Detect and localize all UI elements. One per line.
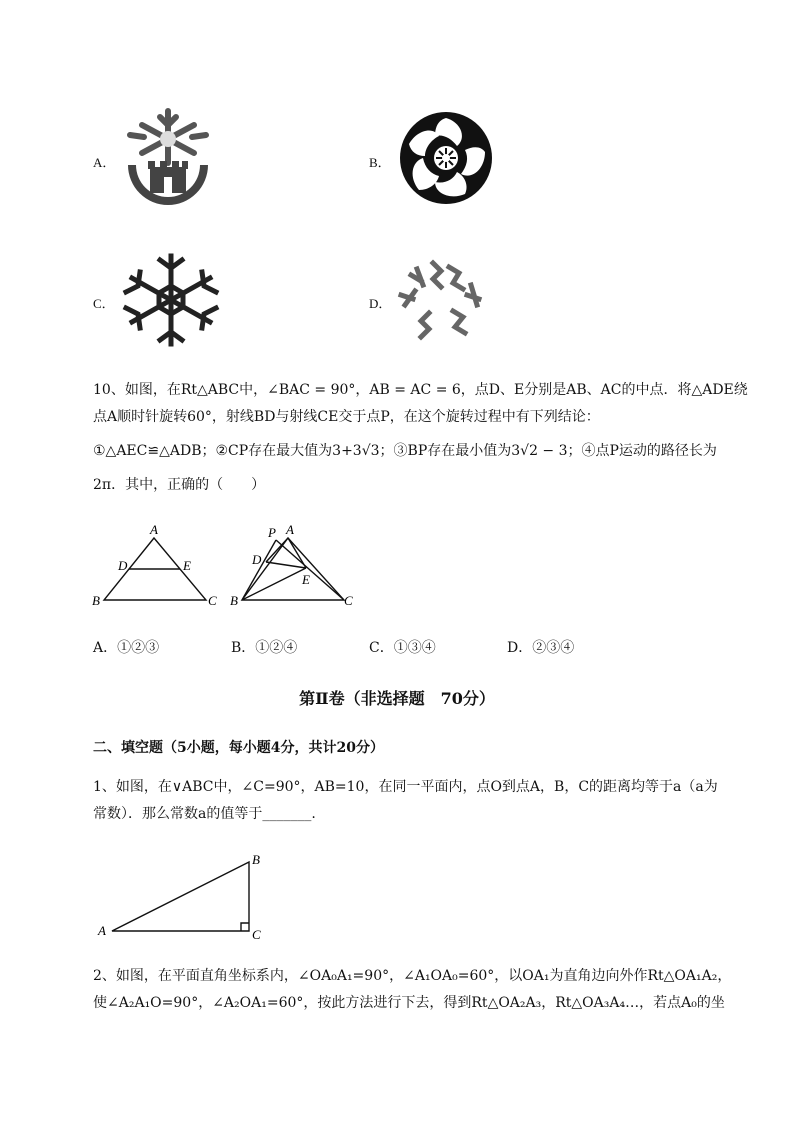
- question10-choice-b: B．①②④: [231, 640, 298, 656]
- question10-line2: 点A顺时针旋转60°，射线BD与射线CE交于点P，在这个旋转过程中有下列结论：: [93, 409, 600, 425]
- hexagonal-snowflake-icon: [120, 252, 222, 352]
- fig1-label-a: A: [150, 522, 158, 537]
- swirl-flower-circle-icon: [395, 108, 497, 212]
- fill2-line2: 使∠A₂A₁O=90°，∠A₂OA₁=60°，按此方法进行下去，得到Rt△OA₂A₃，Rt△OA₃A₄…，若点A₀的坐: [93, 995, 725, 1011]
- fig2-label-e: E: [302, 572, 310, 587]
- fig1-label-c: C: [208, 593, 217, 608]
- fig1-label-e: E: [183, 558, 191, 573]
- question10-figure-1: [88, 518, 228, 610]
- fig2-label-c: C: [344, 593, 353, 608]
- pinwheel-pattern-icon: [393, 255, 487, 345]
- question10-choice-c: C．①③④: [369, 640, 436, 656]
- fill1-figure: [92, 848, 272, 944]
- fill1-line1: 1、如图，在∨ABC中，∠C=90°，AB=10，在同一平面内，点O到点A，B，C的距离均等于a（a为: [93, 779, 718, 795]
- option-b-label: B．: [369, 155, 391, 170]
- fig2-label-b: B: [230, 593, 238, 608]
- question10-choice-a: A．①②③: [93, 640, 160, 656]
- fig1-label-d: D: [118, 558, 128, 573]
- fig2-label-a: A: [286, 522, 294, 537]
- fig2-label-d: D: [252, 552, 262, 567]
- question10-choice-d: D．②③④: [507, 640, 575, 656]
- question10-figure-2: [226, 518, 360, 610]
- section2-title: 二、填空题（5小题，每小题4分，共计20分）: [93, 740, 384, 756]
- part2-title: 第Ⅱ卷（非选择题 70分）: [299, 689, 495, 708]
- question10-line3: ①△AEC≌△ADB；②CP存在最大值为3+3√3；③BP存在最小值为3√2 − 3；④点P运动的路径长为: [93, 443, 717, 459]
- snowflake-castle-emblem-icon: [120, 105, 216, 217]
- fill1-label-b: B: [252, 852, 260, 867]
- option-a-label: A．: [93, 155, 116, 170]
- option-d-label: D．: [369, 296, 392, 311]
- fig2-label-p: P: [268, 525, 276, 540]
- fill2-line1: 2、如图，在平面直角坐标系内，∠OA₀A₁=90°，∠A₁OA₀=60°，以OA₁为直角边向外作Rt△OA₁A₂，: [93, 968, 732, 984]
- question10-line1: 10、如图，在Rt△ABC中，∠BAC = 90°，AB = AC = 6，点D、E分别是AB、AC的中点．将△ADE绕: [93, 382, 748, 398]
- fill1-line2: 常数）．那么常数a的值等于_______.: [93, 806, 316, 822]
- question10-line4: 2π．其中，正确的（ ）: [93, 477, 266, 493]
- fig1-label-b: B: [92, 593, 100, 608]
- option-c-label: C．: [93, 296, 115, 311]
- fill1-label-c: C: [252, 927, 261, 942]
- fill1-label-a: A: [98, 923, 106, 938]
